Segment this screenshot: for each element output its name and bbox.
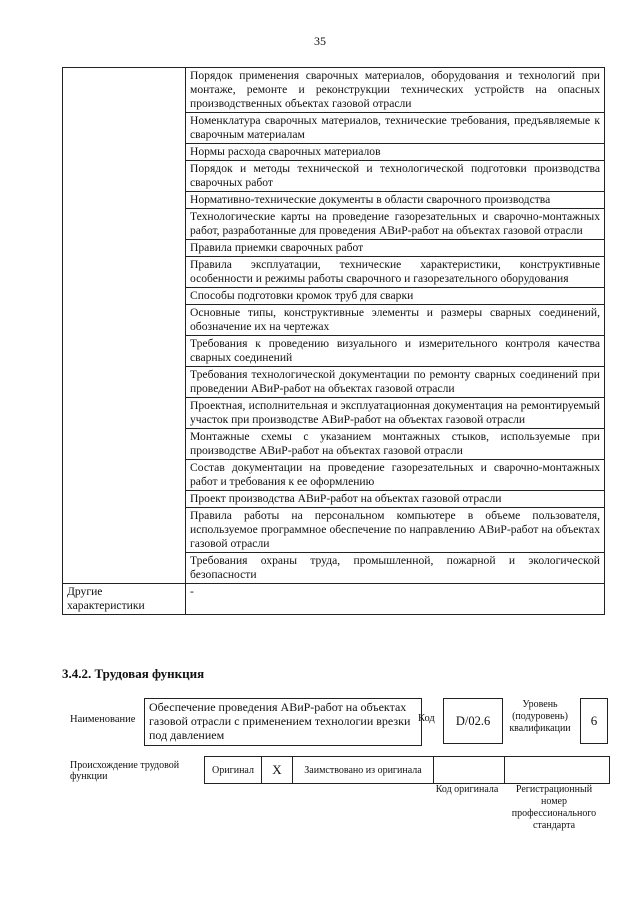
origin-mark-cell: X	[262, 757, 293, 784]
page-number: 35	[314, 34, 326, 48]
origin-table	[204, 756, 610, 784]
table-row	[63, 491, 605, 508]
table-row	[63, 161, 605, 192]
table-row	[63, 144, 605, 161]
origin-borrowed-cell: Заимствовано из оригинала	[293, 757, 434, 784]
origin-original-cell: Оригинал	[205, 757, 262, 784]
row-label-cell	[63, 257, 186, 288]
table-row	[63, 192, 605, 209]
table-row	[63, 460, 605, 491]
origin-label: Происхождение трудовой функции	[70, 760, 180, 782]
requirement-text: Проектная, исполнительная и эксплуатационная документация на ремонтируемый участок при производстве АВиР-работ на объектах газовой отрасли	[186, 398, 605, 429]
table-row-other	[63, 584, 605, 615]
table-row	[63, 305, 605, 336]
row-label-cell	[63, 367, 186, 398]
table-row	[63, 429, 605, 460]
requirement-text: Основные типы, конструктивные элементы и размеры сварных соединений, обозначение их на чертежах	[186, 305, 605, 336]
requirement-text: Способы подготовки кромок труб для сварки	[186, 288, 605, 305]
origin-code-cell	[434, 757, 505, 784]
requirement-text: Требования к проведению визуального и измерительного контроля качества сварных соединений	[186, 336, 605, 367]
row-label-cell	[63, 460, 186, 491]
requirement-text: Правила приемки сварочных работ	[186, 240, 605, 257]
table-row	[63, 257, 605, 288]
row-label-cell	[63, 288, 186, 305]
row-label-cell	[63, 305, 186, 336]
requirement-text: Монтажные схемы с указанием монтажных стыков, используемые при производстве АВиР-работ на объектах газовой отрасли	[186, 429, 605, 460]
table-row	[63, 68, 605, 113]
origin-code-caption: Код оригинала	[435, 784, 499, 795]
required-knowledge-table	[62, 67, 605, 615]
code-label: Код	[418, 713, 435, 724]
row-label-cell	[63, 113, 186, 144]
requirement-text: Порядок и методы технической и технологической подготовки производства сварочных работ	[186, 161, 605, 192]
requirement-text: Нормативно-технические документы в области сварочного производства	[186, 192, 605, 209]
table-row	[63, 553, 605, 584]
origin-reg-caption: Регистрационный номер профессионального стандарта	[511, 784, 597, 831]
other-label: Другие характеристики	[63, 584, 186, 615]
table-row	[63, 367, 605, 398]
requirement-text: Требования охраны труда, промышленной, пожарной и экологической безопасности	[186, 553, 605, 584]
table-row	[63, 508, 605, 553]
other-value: -	[186, 584, 605, 615]
row-label-cell	[63, 209, 186, 240]
row-label-cell	[63, 144, 186, 161]
requirement-text: Технологические карты на проведение газорезательных и сварочно-монтажных работ, разработанные для проведения АВиР-работ на объектах газовой отрасли	[186, 209, 605, 240]
requirement-text: Номенклатура сварочных материалов, технические требования, предъявляемые к сварочным материалам	[186, 113, 605, 144]
requirement-text: Состав документации на проведение газорезательных и сварочно-монтажных работ и требования к ее оформлению	[186, 460, 605, 491]
table-row	[63, 240, 605, 257]
table-row	[63, 113, 605, 144]
row-label-cell	[63, 240, 186, 257]
code-box: D/02.6	[443, 698, 503, 744]
origin-reg-cell	[505, 757, 610, 784]
row-label-cell	[63, 161, 186, 192]
row-label-cell	[63, 68, 186, 113]
section-title: 3.4.2. Трудовая функция	[62, 666, 205, 681]
row-label-cell	[63, 398, 186, 429]
name-label: Наименование	[70, 714, 136, 725]
requirement-text: Требования технологической документации по ремонту сварных соединений при проведении АВиР-работ на объектах газовой отрасли	[186, 367, 605, 398]
table-row	[63, 336, 605, 367]
requirement-text: Правила эксплуатации, технические характеристики, конструктивные особенности и режимы работы сварочного и газорезательного оборудования	[186, 257, 605, 288]
row-label-cell	[63, 336, 186, 367]
requirement-text: Порядок применения сварочных материалов, оборудования и технологий при монтаже, ремонте и реконструкции технических устройств на опасных производственных объектах газовой отрасли	[186, 68, 605, 113]
requirement-text: Проект производства АВиР-работ на объектах газовой отрасли	[186, 491, 605, 508]
requirement-text: Нормы расхода сварочных материалов	[186, 144, 605, 161]
row-label-cell	[63, 508, 186, 553]
row-label-cell	[63, 192, 186, 209]
table-row	[63, 288, 605, 305]
requirement-text: Правила работы на персональном компьютере в объеме пользователя, используемое программное обеспечение по направлению АВиР-работ на объектах газовой отрасли	[186, 508, 605, 553]
row-label-cell	[63, 429, 186, 460]
row-label-cell	[63, 491, 186, 508]
qualification-level-label: Уровень (подуровень) квалификации	[509, 699, 571, 734]
row-label-cell	[63, 553, 186, 584]
function-name-box: Обеспечение проведения АВиР-работ на объектах газовой отрасли с применением технологии врезки под давлением	[144, 698, 422, 746]
table-row	[63, 209, 605, 240]
table-row	[63, 398, 605, 429]
qualification-level-box: 6	[580, 698, 608, 744]
